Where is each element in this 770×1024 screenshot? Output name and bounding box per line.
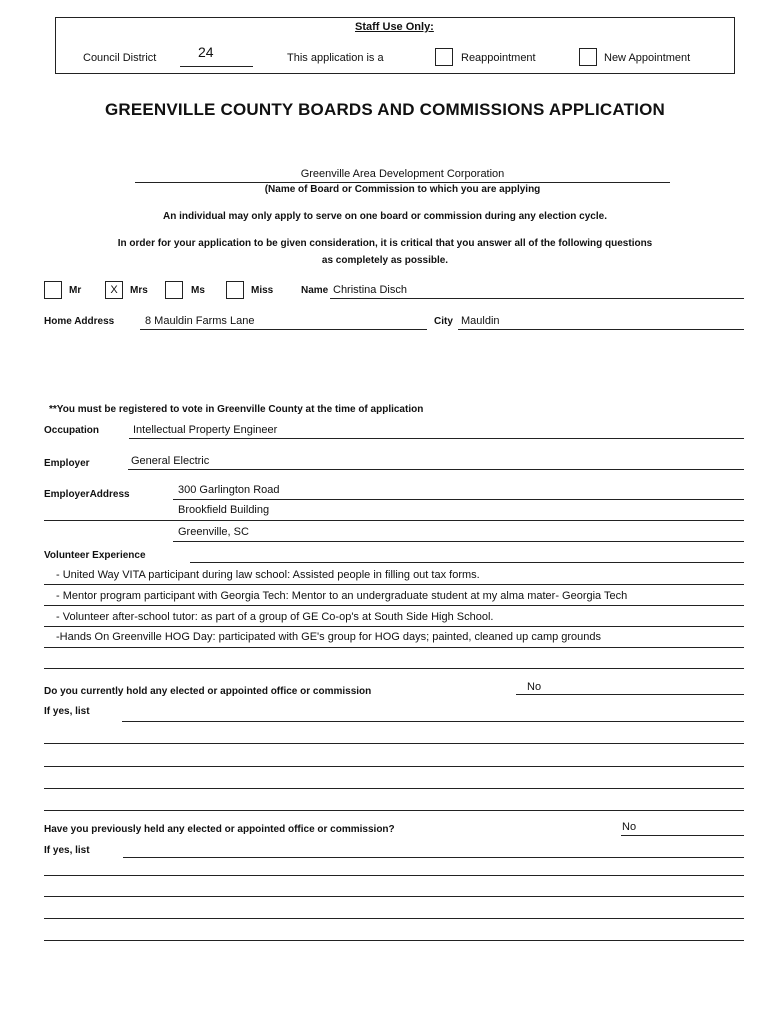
volunteer-label: Volunteer Experience: [44, 550, 146, 561]
home-address-value[interactable]: 8 Mauldin Farms Lane: [145, 315, 255, 327]
previous-office-list-rule-1: [123, 857, 744, 858]
name-value[interactable]: Christina Disch: [333, 284, 407, 296]
previous-office-list-rule-5: [44, 940, 744, 941]
mr-label: Mr: [69, 285, 82, 296]
new-appointment-label: New Appointment: [604, 52, 691, 64]
volunteer-rule-3: [44, 626, 744, 627]
previous-office-list-rule-2: [44, 875, 744, 876]
previous-office-answer-line: [621, 835, 744, 836]
volunteer-rule-1: [44, 584, 744, 585]
employer-address-label: EmployerAddress: [44, 489, 130, 500]
home-address-label: Home Address: [44, 316, 115, 327]
council-district-line: [180, 66, 253, 67]
name-label: Name: [301, 285, 329, 296]
one-board-note: An individual may only apply to serve on one board or commission during any election cycle.: [163, 211, 607, 222]
current-office-list-rule-3: [44, 766, 744, 767]
current-office-list-rule-5: [44, 810, 744, 811]
city-label: City: [434, 316, 453, 327]
employer-line: [128, 469, 744, 470]
occupation-value[interactable]: Intellectual Property Engineer: [133, 424, 278, 436]
current-office-list-rule-2: [44, 743, 744, 744]
consideration-note-2: as completely as possible.: [321, 255, 449, 266]
current-office-list-rule-4: [44, 788, 744, 789]
council-district-label: Council District: [83, 52, 157, 64]
miss-label: Miss: [251, 285, 274, 296]
previous-office-answer[interactable]: No: [622, 821, 637, 833]
council-district-value[interactable]: 24: [198, 44, 214, 60]
current-office-answer-line: [516, 694, 744, 695]
city-line: [458, 329, 744, 330]
application-type-label: This application is a: [287, 52, 384, 64]
volunteer-line-4[interactable]: -Hands On Greenville HOG Day: participated with GE's group for HOG days; painted, cleaned up camp grounds: [56, 631, 602, 643]
employer-address-rule-1: [173, 499, 744, 500]
volunteer-rule-5: [44, 668, 744, 669]
occupation-label: Occupation: [44, 425, 100, 436]
current-office-list-label: If yes, list: [44, 706, 90, 717]
miss-checkbox[interactable]: [226, 281, 244, 299]
volunteer-line-1[interactable]: - United Way VITA participant during law school: Assisted people in filling out tax forms.: [56, 569, 480, 581]
employer-address-line-3[interactable]: Greenville, SC: [178, 526, 249, 538]
board-value[interactable]: Greenville Area Development Corporation: [300, 168, 505, 180]
volunteer-rule-0: [190, 562, 744, 563]
previous-office-list-rule-3: [44, 896, 744, 897]
volunteer-line-2[interactable]: - Mentor program participant with Georgia Tech: Mentor to an undergraduate student at my alma mater- Georgia Tech: [56, 590, 628, 602]
ms-checkbox[interactable]: [165, 281, 183, 299]
previous-office-list-rule-4: [44, 918, 744, 919]
register-note: **You must be registered to vote in Greenville County at the time of application: [49, 404, 424, 415]
board-line: [135, 182, 670, 183]
previous-office-list-label: If yes, list: [44, 845, 90, 856]
employer-label: Employer: [44, 458, 90, 469]
reappointment-label: Reappointment: [461, 52, 536, 64]
volunteer-line-3[interactable]: - Volunteer after-school tutor: as part of a group of GE Co-op's at South Side High School.: [56, 611, 494, 623]
mrs-checkbox[interactable]: X: [105, 281, 123, 299]
mrs-label: Mrs: [130, 285, 148, 296]
name-line: [330, 298, 744, 299]
home-address-line: [140, 329, 427, 330]
ms-label: Ms: [191, 285, 205, 296]
mr-checkbox[interactable]: [44, 281, 62, 299]
city-value[interactable]: Mauldin: [461, 315, 500, 327]
employer-address-rule-3: [173, 541, 744, 542]
employer-address-line-1[interactable]: 300 Garlington Road: [178, 484, 280, 496]
staff-use-header: Staff Use Only:: [355, 21, 434, 33]
board-caption: (Name of Board or Commission to which you are applying: [264, 184, 541, 195]
volunteer-rule-2: [44, 605, 744, 606]
volunteer-rule-4: [44, 647, 744, 648]
previous-office-question: Have you previously held any elected or appointed office or commission?: [44, 824, 395, 835]
page-title: GREENVILLE COUNTY BOARDS AND COMMISSIONS APPLICATION: [104, 100, 666, 119]
current-office-answer[interactable]: No: [527, 681, 542, 693]
employer-address-line-2[interactable]: Brookfield Building: [178, 504, 270, 516]
new-appointment-checkbox[interactable]: [579, 48, 597, 66]
current-office-list-rule-1: [122, 721, 744, 722]
current-office-question: Do you currently hold any elected or appointed office or commission: [44, 686, 372, 697]
employer-address-rule-2: [44, 520, 744, 521]
employer-value[interactable]: General Electric: [131, 455, 210, 467]
reappointment-checkbox[interactable]: [435, 48, 453, 66]
consideration-note-1: In order for your application to be given consideration, it is critical that you answer all of the following questions: [117, 238, 653, 249]
occupation-line: [129, 438, 744, 439]
